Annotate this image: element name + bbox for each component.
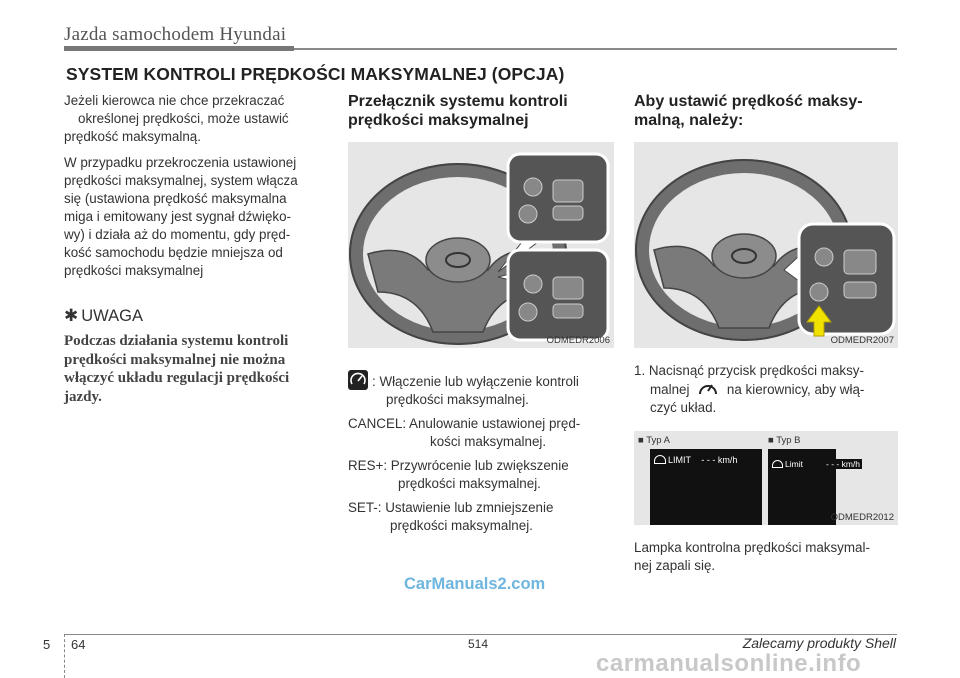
warning-body [64,332,326,406]
def-cancel [348,415,614,451]
text-line: malnej [650,382,690,397]
text-line: czyć układ. [650,400,717,415]
steering-switch-figure [348,142,614,348]
text-line: 1. Nacisnąć przycisk prędkości maksy- [634,363,864,378]
intro-paragraph [64,92,326,146]
type-a-readout [654,455,737,465]
header-bar [64,46,294,51]
steering-wheel-illustration [348,142,614,348]
step-1 [634,362,898,417]
text-line: Jeżeli kierowca nie chce przekraczać [64,93,285,108]
text-line: się (ustawiona prędkość maksymalna [64,191,287,206]
lamp-paragraph [634,539,898,575]
watermark-carmanuals: CarManuals2.com [404,575,546,593]
def-text: kości maksymalnej. [430,434,547,449]
text-line: prędkości maksymalnej nie można [64,351,286,368]
warning-title: UWAGA [81,307,143,325]
chapter-number: 5 [43,637,51,652]
text-line: W przypadku przekroczenia ustawionej [64,155,297,170]
text-line: prędkość maksymalną. [64,129,201,144]
text-line: malną, należy: [634,112,744,129]
type-a-display [650,449,762,525]
column-middle [348,92,614,541]
overspeed-paragraph [64,154,326,280]
def-text: SET-: Ustawienie lub zmniejszenie [348,500,554,515]
def-text: prędkości maksymalnej. [386,392,529,407]
page-number: 64 [71,637,86,652]
footer-slogan: Zalecamy produkty Shell [742,635,896,651]
text-line: Lampka kontrolna prędkości maksymal- [634,540,870,555]
def-text: RES+: Przywrócenie lub zwiększenie [348,458,569,473]
def-set [348,499,614,535]
pdf-page-number: 514 [468,637,489,651]
figure-code: ODMEDR2007 [830,335,894,346]
text-line: wy) i działa aż do momentu, gdy pręd- [64,227,291,242]
section-title: SYSTEM KONTROLI PRĘDKOŚCI MAKSYMALNEJ (OPCJA) [66,64,565,84]
text-line: Podczas działania systemu kontroli [64,333,289,349]
footer-divider [64,634,65,678]
column-right [634,92,898,583]
text-line: na kierownicy, aby włą- [726,382,865,397]
def-text: prędkości maksymalnej. [398,476,541,491]
limit-value: - - - km/h [826,459,860,469]
text-line: włączyć układu regulacji prędkości [64,370,290,386]
type-a-label: ■ Typ A [638,435,670,446]
cluster-display-figure [634,431,898,525]
text-line: Aby ustawić prędkość maksy- [634,93,863,110]
def-text: : Włączenie lub wyłączenie kontroli [372,374,579,389]
limit-icon [654,455,666,464]
limit-label: LIMIT [668,455,691,465]
steering-button-figure [634,142,898,348]
speed-limit-icon [697,380,719,398]
def-text: CANCEL: Anulowanie ustawionej pręd- [348,416,581,431]
type-b-readout [772,459,803,469]
text-line: prędkości maksymalnej [348,112,529,129]
speed-limit-icon [348,370,368,390]
text-line: miga i emitowany jest sygnał dźwięko- [64,209,291,224]
watermark-online: carmanualsonline.info [596,650,862,677]
text-line: prędkości maksymalnej, system włącza [64,173,298,188]
steering-wheel-illustration [634,142,898,348]
warning-heading [64,306,326,326]
text-line: nej zapali się. [634,558,716,573]
figure-code: ODMEDR2006 [546,335,610,346]
def-text: prędkości maksymalnej. [390,518,533,533]
text-line: Przełącznik systemu kontroli [348,93,568,110]
limit-label: Limit [785,459,803,469]
column-left [64,92,326,406]
text-line: określonej prędkości, może ustawić [78,111,289,126]
figure-code: ODMEDR2012 [830,512,894,523]
text-line: kość samochodu będzie mniejsza od [64,245,283,260]
limit-value: - - - km/h [701,455,738,465]
step-text [634,362,898,417]
text-line: prędkości maksymalnej [64,263,204,278]
def-limit-button [348,370,614,409]
asterisk-icon: ✱ [64,306,79,325]
text-line: jazdy. [64,388,102,405]
switch-definitions [348,370,614,535]
header-title: Jazda samochodem Hyundai [64,24,287,45]
type-b-label: ■ Typ B [768,435,801,446]
switch-heading [348,92,614,130]
limit-icon [772,460,783,468]
set-heading [634,92,898,130]
def-res [348,457,614,493]
